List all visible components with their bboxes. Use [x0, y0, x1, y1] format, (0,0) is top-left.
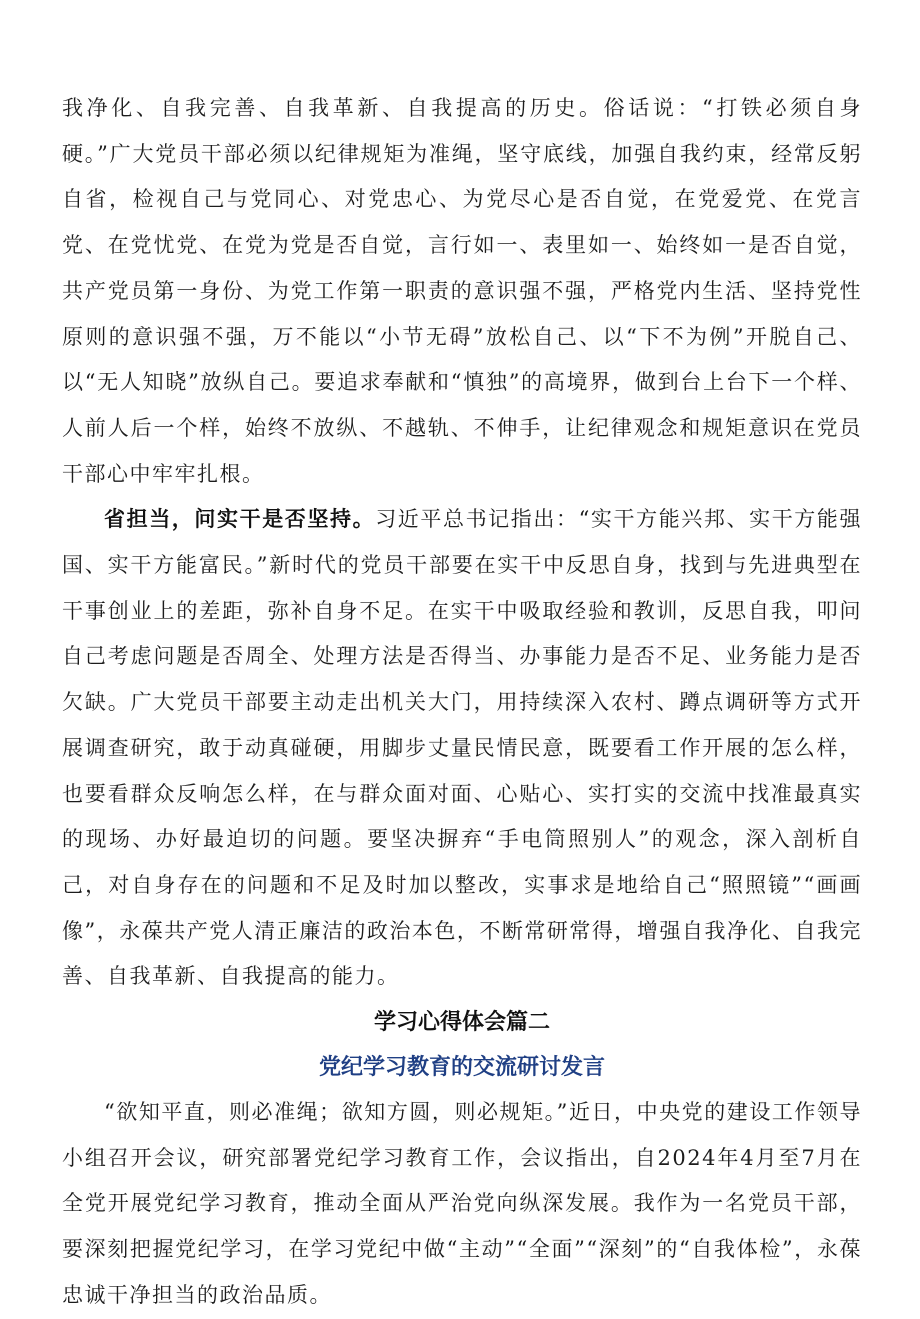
paragraph-body-text: 习近平总书记指出：“实干方能兴邦、实干方能强国、实干方能富民。”新时代的党员干部要在实干中反思自身，找到与先进典型在干事创业上的差距，弥补自身不足。在实干中吸取经验和教训，反思自我，叩问自己考虑问题是否周全、处理方法是否得当、办事能力是否不足、业务能力是否欠缺。广大党员干部要主动走出机关大门，用持续深入农村、蹲点调研等方式开展调查研究，敢于动真碰硬，用脚步丈量民情民意，既要看工作开展的怎么样，也要看群众反响怎么样，在与群众面对面、心贴心、实打实的交流中找准最真实的现场、办好最迫切的问题。要坚决摒弃“手电筒照别人”的观念，深入剖析自己，对自身存在的问题和不足及时加以整改，实事求是地给自己“照照镜”“画画像”，永葆共产党人清正廉洁的政治本色，不断常研常得，增强自我净化、自我完善、自我革新、自我提高的能力。: [62, 507, 862, 989]
section-title: 学习心得体会篇二: [373, 1010, 550, 1036]
paragraph-practical-work: [62, 497, 862, 1000]
section-subtitle: 党纪学习教育的交流研讨发言: [318, 1055, 605, 1081]
paragraph-intro-discipline-study: “欲知平直，则必准绳；欲知方圆，则必规矩。”近日，中央党的建设工作领导小组召开会议，研究部署党纪学习教育工作，会议指出，自2024年4月至7月在全党开展党纪学习教育，推动全面从严治党向纵深发展。我作为一名党员干部，要深刻把握党纪学习，在学习党纪中做“主动”“全面”“深刻”的“自我体检”，永葆忠诚干净担当的政治品质。: [62, 1100, 862, 1307]
paragraph-lead-heading: 省担当，问实干是否坚持。: [104, 507, 376, 532]
paragraph-self-discipline: 我净化、自我完善、自我革新、自我提高的历史。俗话说：“打铁必须自身硬。”广大党员干部必须以纪律规矩为准绳，坚守底线，加强自我约束，经常反躬自省，检视自己与党同心、对党忠心、为党尽心是否自觉，在党爱党、在党言党、在党忧党、在党为党是否自觉，言行如一、表里如一、始终如一是否自觉，共产党员第一身份、为党工作第一职责的意识强不强，严格党内生活、坚持党性原则的意识强不强，万不能以“小节无碍”放松自己、以“下不为例”开脱自己、以“无人知晓”放纵自己。要追求奉献和“慎独”的高境界，做到台上台下一个样、人前人后一个样，始终不放纵、不越轨、不伸手，让纪律观念和规矩意识在党员干部心中牢牢扎根。: [62, 96, 862, 486]
